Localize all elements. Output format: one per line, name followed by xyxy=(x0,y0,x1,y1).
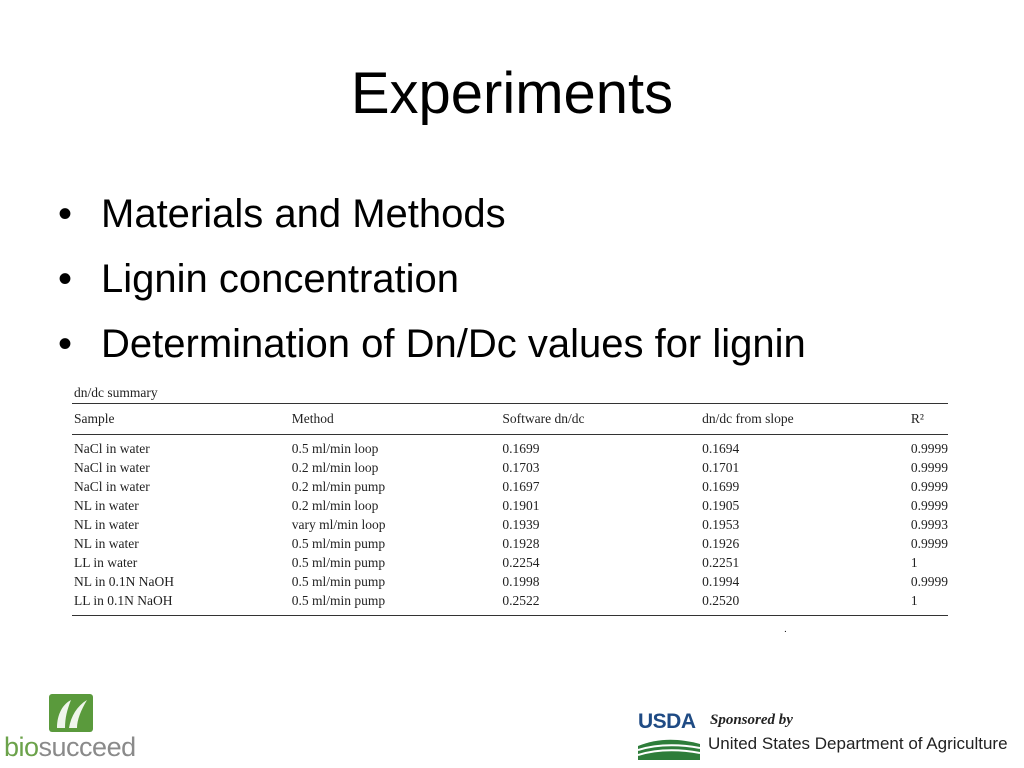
table-header-row xyxy=(72,404,948,434)
cell-r-squared: 1 xyxy=(910,593,918,608)
cell-sample: LL in 0.1N NaOH xyxy=(74,593,173,608)
cell-software-dndc: 0.1939 xyxy=(502,517,540,532)
header-sample: Sample xyxy=(74,411,115,426)
dndc-summary-table xyxy=(72,383,948,616)
table-row xyxy=(72,496,948,515)
cell-dndc-slope: 0.1926 xyxy=(702,536,740,551)
cell-dndc-slope: 0.2520 xyxy=(702,593,740,608)
cell-r-squared: 0.9999 xyxy=(910,441,948,456)
cell-sample: NL in water xyxy=(74,498,139,513)
bullet-text: Materials and Methods xyxy=(101,192,506,236)
cell-r-squared: 0.9999 xyxy=(910,498,948,513)
table-row xyxy=(72,458,948,477)
cell-dndc-slope: 0.1694 xyxy=(702,441,740,456)
cell-sample: NL in 0.1N NaOH xyxy=(74,574,174,589)
cell-method: 0.5 ml/min pump xyxy=(291,536,386,551)
cell-software-dndc: 0.1928 xyxy=(502,536,540,551)
cell-r-squared: 0.9999 xyxy=(910,460,948,475)
cell-method: 0.5 ml/min pump xyxy=(291,555,386,570)
table-row xyxy=(72,572,948,591)
table-body xyxy=(72,435,948,615)
bullet-item xyxy=(58,312,806,377)
stray-mark: . xyxy=(784,624,787,635)
header-software-dndc: Software dn/dc xyxy=(502,411,585,426)
table-row xyxy=(72,534,948,553)
bullet-item xyxy=(58,182,806,247)
bullet-list xyxy=(58,182,806,377)
usda-logo-text: USDA xyxy=(638,710,696,733)
cell-method: 0.5 ml/min pump xyxy=(291,593,386,608)
cell-r-squared: 0.9999 xyxy=(910,574,948,589)
cell-sample: LL in water xyxy=(74,555,138,570)
cell-method: 0.2 ml/min loop xyxy=(291,460,379,475)
usda-sponsor-banner xyxy=(632,704,1024,764)
leaf-icon xyxy=(49,694,93,732)
usda-field-icon xyxy=(638,736,700,760)
cell-method: vary ml/min loop xyxy=(291,517,386,532)
biosucceed-wordmark: biosucceed xyxy=(4,732,136,762)
biosucceed-logo xyxy=(4,694,144,764)
cell-software-dndc: 0.1697 xyxy=(502,479,540,494)
header-r-squared: R² xyxy=(910,411,924,426)
cell-dndc-slope: 0.1953 xyxy=(702,517,740,532)
slide-title: Experiments xyxy=(350,61,674,126)
header-dndc-slope: dn/dc from slope xyxy=(702,411,794,426)
cell-sample: NaCl in water xyxy=(74,441,150,456)
cell-software-dndc: 0.2254 xyxy=(502,555,540,570)
table-row xyxy=(72,515,948,534)
usda-department-name: United States Department of Agriculture xyxy=(708,734,1008,753)
cell-method: 0.5 ml/min pump xyxy=(291,574,386,589)
usda-logo xyxy=(638,710,700,760)
cell-r-squared: 1 xyxy=(910,555,918,570)
cell-r-squared: 0.9999 xyxy=(910,536,948,551)
table-row xyxy=(72,591,948,615)
bullet-dot: • xyxy=(58,322,73,366)
cell-sample: NL in water xyxy=(74,536,139,551)
table-bottom-rule xyxy=(72,615,948,616)
cell-software-dndc: 0.1901 xyxy=(502,498,540,513)
cell-method: 0.2 ml/min loop xyxy=(291,498,379,513)
table-row xyxy=(72,435,948,458)
bullet-item xyxy=(58,247,806,312)
cell-dndc-slope: 0.1905 xyxy=(702,498,740,513)
data-table xyxy=(72,404,948,615)
table-row xyxy=(72,553,948,572)
cell-sample: NaCl in water xyxy=(74,479,150,494)
bullet-dot: • xyxy=(58,257,73,301)
cell-software-dndc: 0.1699 xyxy=(502,441,540,456)
cell-r-squared: 0.9999 xyxy=(910,479,948,494)
cell-r-squared: 0.9993 xyxy=(910,517,948,532)
cell-software-dndc: 0.2522 xyxy=(502,593,540,608)
cell-software-dndc: 0.1703 xyxy=(502,460,540,475)
cell-sample: NaCl in water xyxy=(74,460,150,475)
cell-dndc-slope: 0.1994 xyxy=(702,574,740,589)
cell-sample: NL in water xyxy=(74,517,139,532)
table-row xyxy=(72,477,948,496)
cell-dndc-slope: 0.1699 xyxy=(702,479,740,494)
cell-method: 0.2 ml/min pump xyxy=(291,479,386,494)
cell-software-dndc: 0.1998 xyxy=(502,574,540,589)
header-method: Method xyxy=(291,411,334,426)
cell-dndc-slope: 0.1701 xyxy=(702,460,740,475)
sponsored-by-label: Sponsored by xyxy=(710,712,793,728)
cell-method: 0.5 ml/min loop xyxy=(291,441,379,456)
table-caption: dn/dc summary xyxy=(74,385,158,400)
bullet-text: Lignin concentration xyxy=(101,257,460,301)
cell-dndc-slope: 0.2251 xyxy=(702,555,740,570)
bullet-text: Determination of Dn/Dc values for lignin xyxy=(101,322,806,366)
bullet-dot: • xyxy=(58,192,73,236)
